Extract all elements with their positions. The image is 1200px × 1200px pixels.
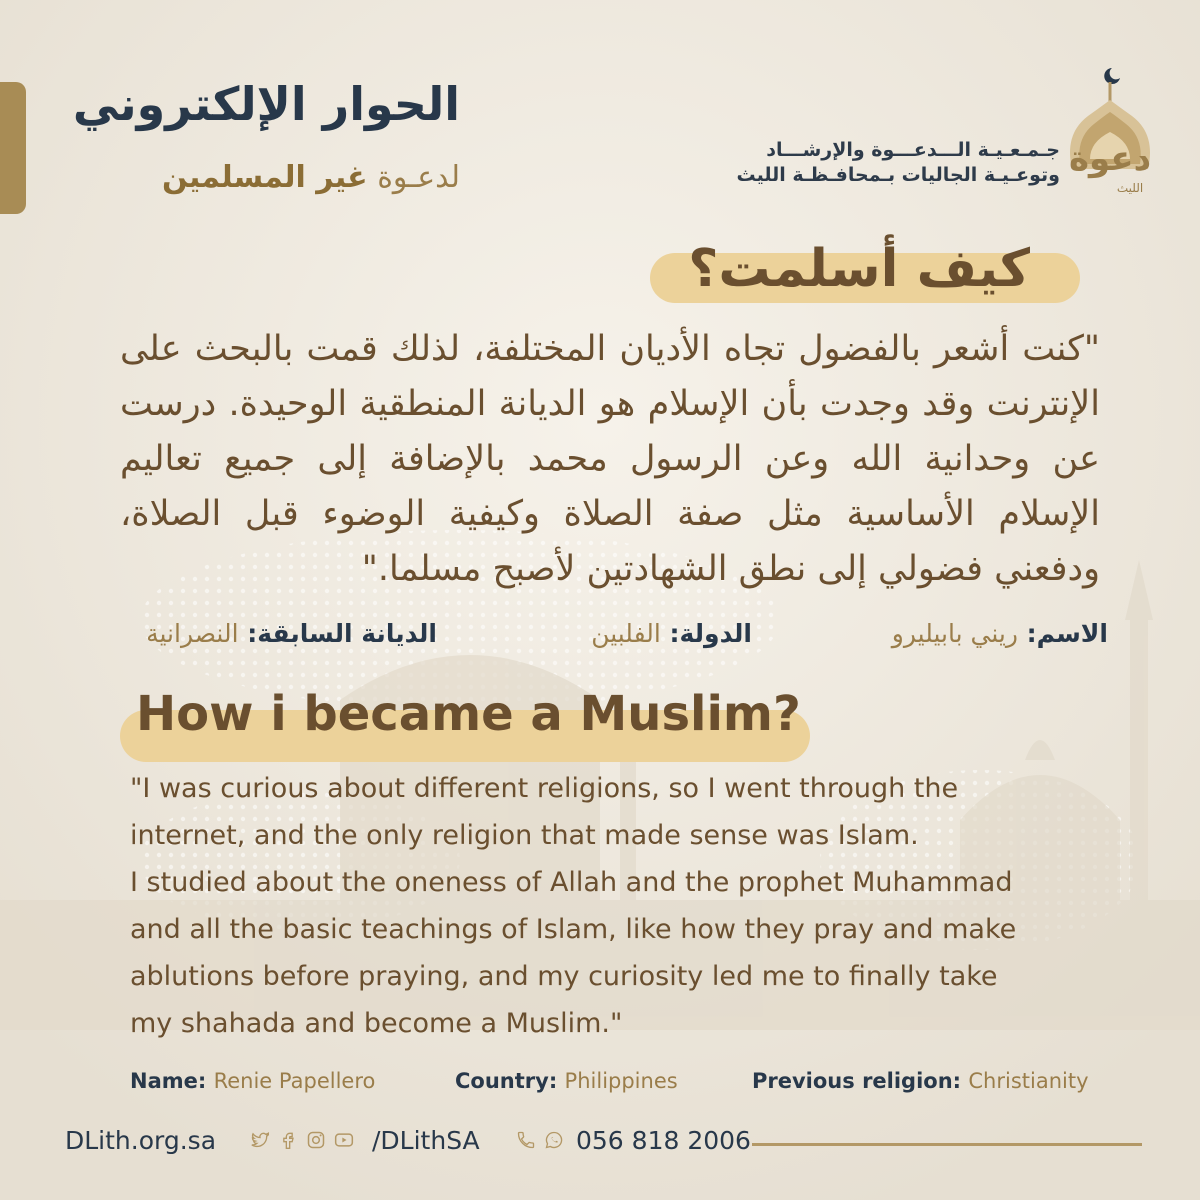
english-quote-line: "I was curious about different religions, so I went through the xyxy=(130,773,959,804)
phone-icon[interactable] xyxy=(514,1128,538,1152)
whatsapp-icon[interactable] xyxy=(542,1128,566,1152)
arabic-name-label: الاسم: xyxy=(1026,619,1108,648)
english-religion-value: Christianity xyxy=(968,1069,1089,1093)
english-country-value: Philippines xyxy=(564,1069,678,1093)
arabic-heading: كيف أسلمت؟ xyxy=(688,239,1030,299)
english-quote-line: my shahada and become a Muslim." xyxy=(130,1008,623,1039)
mosque-dome-logo-icon xyxy=(1050,64,1165,199)
arabic-country-field xyxy=(591,618,752,651)
page-subtitle xyxy=(60,160,460,196)
facebook-icon[interactable] xyxy=(276,1128,300,1152)
subtitle-prefix: لدعـوة xyxy=(377,160,460,195)
arabic-country-label: الدولة: xyxy=(669,619,752,648)
english-religion-label: Previous religion: xyxy=(752,1069,962,1093)
contact-icons xyxy=(514,1128,566,1152)
arabic-name-value: ريني بابيليرو xyxy=(891,619,1018,648)
english-country-field xyxy=(455,1068,678,1095)
website-link[interactable]: DLith.org.sa xyxy=(65,1126,217,1155)
organization-name-line1: جـمـعـيـة الـــدعـــوة والإرشـــاد xyxy=(766,139,1060,161)
instagram-icon[interactable] xyxy=(304,1128,328,1152)
english-quote xyxy=(130,765,1110,1047)
arabic-name-field xyxy=(892,618,1108,651)
footer-divider xyxy=(752,1143,1142,1146)
arabic-country-value: الفلبين xyxy=(591,619,661,648)
twitter-icon[interactable] xyxy=(248,1128,272,1152)
subtitle-strong: غير المسلمين xyxy=(162,160,368,195)
english-country-label: Country: xyxy=(455,1069,558,1093)
social-handle[interactable]: /DLithSA xyxy=(372,1126,480,1155)
english-name-label: Name: xyxy=(130,1069,207,1093)
organization-name-line2: وتوعـيـة الجاليات بـمحافـظـة الليث xyxy=(736,163,1060,186)
svg-text:دعوة: دعوة xyxy=(1068,139,1152,179)
english-religion-field xyxy=(752,1068,1089,1095)
arabic-religion-label: الديانة السابقة: xyxy=(247,619,437,648)
english-heading: How i became a Muslim? xyxy=(136,686,801,742)
english-name-field xyxy=(130,1068,375,1095)
english-quote-line: ablutions before praying, and my curiosity led me to finally take xyxy=(130,961,998,992)
arabic-quote: "كنت أشعر بالفضول تجاه الأديان المختلفة، لذلك قمت بالبحث على الإنترنت وقد وجدت بأن الإسلام هو الديانة المنطقية الوحيدة. درست عن وحدانية الله وعن الرسول محمد بالإضافة إلى جميع تعاليم الإسلام الأساسية مثل صفة الصلاة وكيفية الوضوء قبل الصلاة، ودفعني فضولي إلى نطق الشهادتين لأصبح مسلما." xyxy=(120,329,1100,589)
youtube-icon[interactable] xyxy=(332,1128,356,1152)
arabic-religion-value: النصرانية xyxy=(146,619,239,648)
english-quote-line: and all the basic teachings of Islam, like how they pray and make xyxy=(130,914,1017,945)
phone-number[interactable]: 056 818 2006 xyxy=(576,1126,751,1155)
english-name-value: Renie Papellero xyxy=(213,1069,376,1093)
english-quote-line: I studied about the oneness of Allah and the prophet Muhammad xyxy=(130,867,1013,898)
page-title: الحوار الإلكتروني xyxy=(72,77,460,131)
social-icons xyxy=(248,1128,356,1152)
english-quote-line: internet, and the only religion that made sense was Islam. xyxy=(130,820,919,851)
svg-text:الليث: الليث xyxy=(1116,181,1144,195)
organization-name xyxy=(720,138,1060,187)
arabic-religion-field xyxy=(146,618,437,651)
left-accent-bar xyxy=(0,82,26,214)
